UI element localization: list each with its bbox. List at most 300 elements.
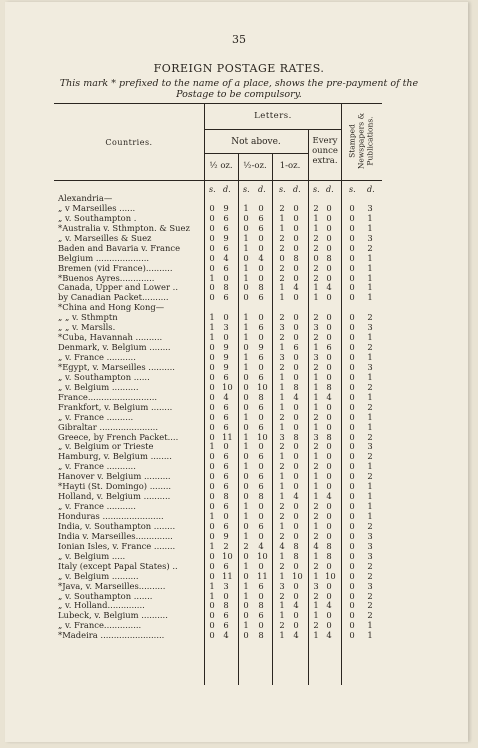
- every-ounce-header: Every ounce extra.: [312, 136, 338, 166]
- country-name: „ v. France ...........: [58, 352, 136, 362]
- rate-shillings: 0: [209, 451, 215, 462]
- rate-pence: 0: [258, 262, 264, 273]
- rate-shillings: 1: [313, 371, 319, 382]
- rate-shillings: 3: [313, 352, 319, 362]
- rate-pence: 4: [293, 491, 299, 502]
- rate-shillings: 0: [209, 202, 215, 213]
- shillings-unit: s.: [243, 185, 250, 194]
- country-name: *China and Hong Kong—: [58, 302, 165, 313]
- rate-shillings: 0: [209, 520, 215, 531]
- rate-shillings: 1: [243, 461, 249, 472]
- table-row: [54, 372, 384, 382]
- rate-pence: 0: [326, 590, 332, 601]
- rate-pence: 4: [326, 491, 332, 502]
- rate-pence: 8: [293, 540, 299, 551]
- rate-shillings: 0: [209, 550, 215, 561]
- rate-pence: 9: [223, 202, 229, 213]
- rate-pence: 6: [293, 342, 299, 353]
- country-name: „ „ v. Sthmptn: [58, 312, 118, 323]
- rate-shillings: 1: [243, 580, 249, 591]
- table-row: [54, 491, 384, 501]
- rate-pence: 0: [326, 501, 332, 512]
- rate-pence: 6: [223, 610, 229, 621]
- rate-shillings: 2: [279, 620, 285, 631]
- rate-pence: 0: [258, 620, 264, 631]
- rate-pence: 2: [367, 381, 373, 392]
- rate-shillings: 0: [349, 381, 355, 392]
- rate-shillings: 0: [279, 252, 285, 263]
- prepayment-note: This mark * prefixed to the name of a place, shows the pre-payment of the Postage to be compulsory.: [59, 78, 419, 100]
- rate-pence: 4: [326, 600, 332, 611]
- rate-pence: 0: [223, 590, 229, 601]
- rate-shillings: 1: [313, 570, 319, 581]
- rate-shillings: 0: [349, 630, 355, 641]
- table-row: [54, 471, 384, 481]
- rate-shillings: 0: [243, 282, 249, 293]
- rate-pence: 6: [223, 411, 229, 422]
- rate-pence: 0: [293, 332, 299, 343]
- rate-shillings: 0: [209, 242, 215, 253]
- rate-pence: 0: [293, 272, 299, 283]
- rate-pence: 2: [367, 242, 373, 253]
- rate-shillings: 0: [349, 471, 355, 482]
- country-name: *Hayti (St. Domingo) ........: [58, 481, 172, 492]
- rate-shillings: 2: [279, 501, 285, 512]
- rate-shillings: 1: [243, 312, 249, 323]
- table-row: [54, 322, 384, 332]
- rate-shillings: 3: [279, 352, 285, 362]
- table-row: [54, 461, 384, 471]
- country-name: Gibraltar ......................: [58, 421, 158, 432]
- rate-pence: 0: [258, 312, 264, 323]
- rate-shillings: 2: [313, 530, 319, 541]
- rate-shillings: 0: [209, 371, 215, 382]
- rate-pence: 8: [326, 252, 332, 263]
- rate-pence: 4: [223, 252, 229, 263]
- rate-pence: 6: [326, 342, 332, 353]
- country-name: *Buenos Ayres.............: [58, 272, 155, 283]
- rate-pence: 4: [258, 540, 264, 551]
- rate-shillings: 1: [243, 332, 249, 343]
- country-name: „ v. France ...........: [58, 501, 136, 512]
- rate-pence: 8: [223, 282, 229, 293]
- rate-pence: 1: [367, 252, 373, 263]
- rate-pence: 8: [326, 381, 332, 392]
- rate-pence: 0: [293, 511, 299, 521]
- rate-pence: 0: [293, 322, 299, 333]
- rate-pence: 6: [223, 212, 229, 223]
- table-row: [54, 263, 384, 273]
- rate-shillings: 0: [349, 342, 355, 353]
- rate-shillings: 1: [313, 421, 319, 432]
- country-name: „ v. France ...........: [58, 461, 136, 472]
- rate-pence: 2: [367, 401, 373, 412]
- rate-shillings: 2: [279, 312, 285, 323]
- rate-shillings: 2: [279, 262, 285, 273]
- country-name: Frankfort, v. Belgium ........: [58, 401, 173, 412]
- rate-shillings: 2: [313, 361, 319, 372]
- rate-shillings: 1: [243, 232, 249, 243]
- rate-shillings: 0: [349, 282, 355, 293]
- country-name: „ v. Belgium .....: [58, 550, 126, 561]
- rate-pence: 0: [293, 411, 299, 422]
- rate-shillings: 0: [209, 501, 215, 512]
- rate-shillings: 2: [313, 202, 319, 213]
- rate-pence: 10: [257, 381, 268, 392]
- rate-pence: 3: [367, 550, 373, 561]
- country-name: *Cuba, Havannah ..........: [58, 332, 163, 343]
- rate-pence: 4: [326, 391, 332, 402]
- rate-shillings: 0: [349, 550, 355, 561]
- rate-shillings: 2: [279, 511, 285, 521]
- country-name: „ v. Southampton .: [58, 212, 137, 223]
- country-name: *Egypt, v. Marseilles ..........: [58, 361, 175, 372]
- rate-pence: 3: [367, 540, 373, 551]
- rate-shillings: 1: [243, 511, 249, 521]
- rate-shillings: 1: [313, 600, 319, 611]
- rate-shillings: 0: [209, 212, 215, 223]
- rate-pence: 0: [258, 332, 264, 343]
- rate-pence: 0: [293, 481, 299, 492]
- table-row: [54, 292, 384, 302]
- rate-pence: 0: [258, 461, 264, 472]
- rate-pence: 0: [326, 292, 332, 303]
- rate-shillings: 0: [209, 292, 215, 303]
- rate-shillings: 0: [209, 491, 215, 502]
- rate-shillings: 0: [209, 560, 215, 571]
- rate-pence: 6: [223, 461, 229, 472]
- rate-shillings: 3: [279, 431, 285, 442]
- rate-shillings: 0: [349, 580, 355, 591]
- rate-shillings: 0: [209, 630, 215, 641]
- rate-shillings: 0: [349, 292, 355, 303]
- rate-shillings: 1: [209, 540, 215, 551]
- rate-pence: 6: [258, 481, 264, 492]
- rate-shillings: 3: [313, 322, 319, 333]
- rate-shillings: 0: [349, 272, 355, 283]
- rate-pence: 0: [326, 361, 332, 372]
- rate-shillings: 1: [243, 560, 249, 571]
- table-row: [54, 581, 384, 591]
- country-name: „ v. Southampton ......: [58, 371, 150, 382]
- rate-pence: 6: [258, 451, 264, 462]
- country-name: India v. Marseilles..............: [58, 530, 173, 541]
- rate-shillings: 0: [209, 411, 215, 422]
- rate-shillings: 2: [279, 242, 285, 253]
- rate-shillings: 0: [243, 421, 249, 432]
- rate-pence: 6: [223, 481, 229, 492]
- rate-pence: 2: [367, 431, 373, 442]
- rate-pence: 6: [223, 560, 229, 571]
- rate-pence: 0: [326, 620, 332, 631]
- rate-shillings: 0: [209, 530, 215, 541]
- rate-pence: 6: [258, 292, 264, 303]
- rate-shillings: 2: [313, 441, 319, 452]
- rate-shillings: 0: [349, 212, 355, 223]
- country-name: „ v. Belgium ..........: [58, 570, 139, 581]
- country-name: Ionian Isles, v. France ........: [58, 540, 176, 551]
- rate-pence: 2: [367, 520, 373, 531]
- rate-pence: 6: [223, 262, 229, 273]
- rate-pence: 0: [258, 511, 264, 521]
- rate-pence: 0: [326, 520, 332, 531]
- rate-shillings: 2: [313, 620, 319, 631]
- table-row: [54, 332, 384, 342]
- half-oz-b-header: ½-oz.: [243, 161, 267, 171]
- rate-pence: 1: [367, 421, 373, 432]
- rate-shillings: 0: [209, 620, 215, 631]
- table-row: [54, 362, 384, 372]
- rate-shillings: 0: [243, 550, 249, 561]
- rate-shillings: 1: [279, 371, 285, 382]
- rate-pence: 0: [326, 401, 332, 412]
- rate-pence: 2: [367, 312, 373, 323]
- rate-pence: 0: [258, 501, 264, 512]
- table-row: [54, 342, 384, 352]
- rate-pence: 0: [326, 481, 332, 492]
- rate-pence: 0: [326, 421, 332, 432]
- not-above-header: Not above.: [231, 137, 281, 147]
- rate-pence: 0: [293, 421, 299, 432]
- rate-pence: 0: [293, 451, 299, 462]
- rate-pence: 0: [293, 620, 299, 631]
- table-row: [54, 571, 384, 581]
- rate-shillings: 1: [279, 292, 285, 303]
- rate-pence: 4: [223, 630, 229, 641]
- table-row: [54, 282, 384, 292]
- rate-pence: 10: [222, 550, 233, 561]
- rate-pence: 10: [325, 570, 336, 581]
- rate-pence: 8: [258, 391, 264, 402]
- rate-pence: 1: [367, 371, 373, 382]
- rate-pence: 3: [367, 232, 373, 243]
- rate-shillings: 0: [313, 252, 319, 263]
- rate-pence: 8: [326, 550, 332, 561]
- country-name: Italy (except Papal States) ..: [58, 560, 178, 571]
- rate-pence: 0: [326, 312, 332, 323]
- rate-pence: 1: [367, 292, 373, 303]
- rate-pence: 0: [326, 451, 332, 462]
- rate-pence: 0: [326, 222, 332, 233]
- pence-unit: d.: [367, 185, 375, 194]
- country-name: „ v. Southampton .......: [58, 590, 153, 601]
- rate-pence: 4: [326, 282, 332, 293]
- rate-pence: 1: [367, 222, 373, 233]
- rate-pence: 3: [223, 580, 229, 591]
- rate-pence: 6: [258, 212, 264, 223]
- rate-pence: 2: [367, 471, 373, 482]
- rate-pence: 6: [223, 242, 229, 253]
- table-row: [54, 402, 384, 412]
- rate-pence: 0: [293, 501, 299, 512]
- rate-shillings: 2: [313, 272, 319, 283]
- rate-shillings: 0: [243, 600, 249, 611]
- rate-pence: 2: [367, 610, 373, 621]
- rate-shillings: 1: [243, 322, 249, 333]
- rate-shillings: 3: [279, 322, 285, 333]
- rate-pence: 0: [326, 441, 332, 452]
- rate-pence: 6: [223, 620, 229, 631]
- table-row: [54, 422, 384, 432]
- country-name: „ „ v. Marslls.: [58, 322, 116, 333]
- rate-shillings: 1: [279, 610, 285, 621]
- rate-shillings: 0: [243, 222, 249, 233]
- rate-shillings: 1: [313, 491, 319, 502]
- rate-shillings: 1: [313, 630, 319, 641]
- rate-pence: 4: [293, 600, 299, 611]
- rate-shillings: 0: [349, 501, 355, 512]
- rate-pence: 0: [223, 332, 229, 343]
- rate-pence: 9: [223, 342, 229, 353]
- rate-shillings: 0: [349, 222, 355, 233]
- half-oz-header: ½ oz.: [209, 161, 233, 171]
- table-row: [54, 302, 384, 312]
- table-row: [54, 600, 384, 610]
- rate-pence: 3: [367, 580, 373, 591]
- rate-pence: 8: [293, 252, 299, 263]
- rate-pence: 0: [258, 411, 264, 422]
- rate-pence: 1: [367, 491, 373, 502]
- rate-pence: 0: [258, 590, 264, 601]
- rate-pence: 9: [258, 342, 264, 353]
- rate-pence: 9: [223, 352, 229, 362]
- rate-pence: 6: [223, 222, 229, 233]
- country-name: „ v Marseilles ......: [58, 202, 136, 213]
- letters-header: Letters.: [254, 111, 292, 121]
- rate-shillings: 0: [243, 381, 249, 392]
- rate-pence: 0: [293, 202, 299, 213]
- rate-pence: 1: [367, 352, 373, 362]
- rate-shillings: 1: [279, 381, 285, 392]
- rate-pence: 0: [326, 471, 332, 482]
- rate-pence: 0: [223, 272, 229, 283]
- rate-shillings: 4: [279, 540, 285, 551]
- rate-pence: 8: [223, 491, 229, 502]
- rate-shillings: 2: [313, 501, 319, 512]
- table-row: [54, 531, 384, 541]
- rate-shillings: 1: [209, 590, 215, 601]
- rate-pence: 0: [293, 242, 299, 253]
- rate-shillings: 2: [313, 511, 319, 521]
- rate-shillings: 2: [279, 530, 285, 541]
- rate-pence: 0: [293, 471, 299, 482]
- rate-pence: 4: [258, 252, 264, 263]
- rate-shillings: 0: [349, 520, 355, 531]
- rate-pence: 0: [326, 530, 332, 541]
- rate-pence: 4: [326, 630, 332, 641]
- table-row: [54, 541, 384, 551]
- rate-shillings: 2: [279, 202, 285, 213]
- country-name: France..........................: [58, 391, 158, 402]
- rate-shillings: 0: [209, 342, 215, 353]
- rate-pence: 2: [367, 570, 373, 581]
- rate-shillings: 0: [349, 431, 355, 442]
- rate-shillings: 0: [243, 371, 249, 382]
- rate-shillings: 0: [243, 481, 249, 492]
- rate-shillings: 0: [243, 630, 249, 641]
- rate-shillings: 1: [313, 550, 319, 561]
- rate-pence: 2: [367, 560, 373, 571]
- rate-pence: 1: [367, 620, 373, 631]
- rate-pence: 2: [367, 600, 373, 611]
- rate-shillings: 1: [313, 222, 319, 233]
- letters-rule: [204, 129, 341, 130]
- rate-pence: 8: [258, 491, 264, 502]
- rate-pence: 0: [293, 590, 299, 601]
- rate-shillings: 0: [209, 461, 215, 472]
- rate-shillings: 1: [313, 610, 319, 621]
- shillings-unit: s.: [349, 185, 356, 194]
- rate-shillings: 1: [313, 282, 319, 293]
- rate-shillings: 0: [209, 282, 215, 293]
- page-title: FOREIGN POSTAGE RATES.: [153, 62, 325, 75]
- rate-pence: 2: [367, 451, 373, 462]
- rate-pence: 0: [293, 530, 299, 541]
- rate-pence: 8: [258, 600, 264, 611]
- table-row: [54, 441, 384, 451]
- rate-pence: 0: [293, 401, 299, 412]
- rates-table: [54, 193, 384, 640]
- rate-shillings: 1: [313, 381, 319, 392]
- rate-pence: 0: [326, 212, 332, 223]
- rate-shillings: 1: [313, 292, 319, 303]
- rate-shillings: 0: [349, 600, 355, 611]
- page-number: 35: [232, 33, 246, 46]
- rate-pence: 1: [367, 411, 373, 422]
- rate-shillings: 0: [209, 431, 215, 442]
- rate-shillings: 0: [243, 451, 249, 462]
- country-name: „ v. Holland..............: [58, 600, 145, 611]
- stamped-newspapers-header: Stamped Newspapers & Publications.: [347, 112, 375, 170]
- rate-shillings: 1: [243, 361, 249, 372]
- rate-shillings: 1: [209, 322, 215, 333]
- rate-pence: 10: [257, 431, 268, 442]
- rate-pence: 0: [326, 332, 332, 343]
- rate-shillings: 2: [313, 411, 319, 422]
- rate-shillings: 1: [243, 431, 249, 442]
- table-top-rule: [54, 103, 382, 104]
- rate-pence: 0: [326, 262, 332, 273]
- table-row: [54, 382, 384, 392]
- rate-pence: 1: [367, 461, 373, 472]
- rate-pence: 4: [293, 630, 299, 641]
- rate-pence: 0: [326, 461, 332, 472]
- country-name: „ v. Belgium or Trieste: [58, 441, 154, 452]
- rate-pence: 0: [293, 580, 299, 591]
- rate-pence: 10: [222, 381, 233, 392]
- country-name: Greece, by French Packet....: [58, 431, 179, 442]
- rate-shillings: 0: [349, 252, 355, 263]
- country-name: Canada, Upper and Lower ..: [58, 282, 178, 293]
- rate-shillings: 1: [279, 570, 285, 581]
- rate-pence: 0: [258, 242, 264, 253]
- rate-pence: 6: [258, 580, 264, 591]
- table-row: [54, 501, 384, 511]
- rate-pence: 0: [223, 312, 229, 323]
- rate-pence: 9: [223, 530, 229, 541]
- rate-shillings: 0: [209, 421, 215, 432]
- rate-shillings: 3: [279, 580, 285, 591]
- table-row: [54, 193, 384, 203]
- rate-pence: 6: [258, 421, 264, 432]
- rate-pence: 0: [326, 560, 332, 571]
- rate-pence: 6: [258, 371, 264, 382]
- rate-pence: 8: [223, 600, 229, 611]
- table-row: [54, 312, 384, 322]
- rate-shillings: 2: [279, 590, 285, 601]
- rate-shillings: 0: [349, 451, 355, 462]
- rate-shillings: 0: [349, 620, 355, 631]
